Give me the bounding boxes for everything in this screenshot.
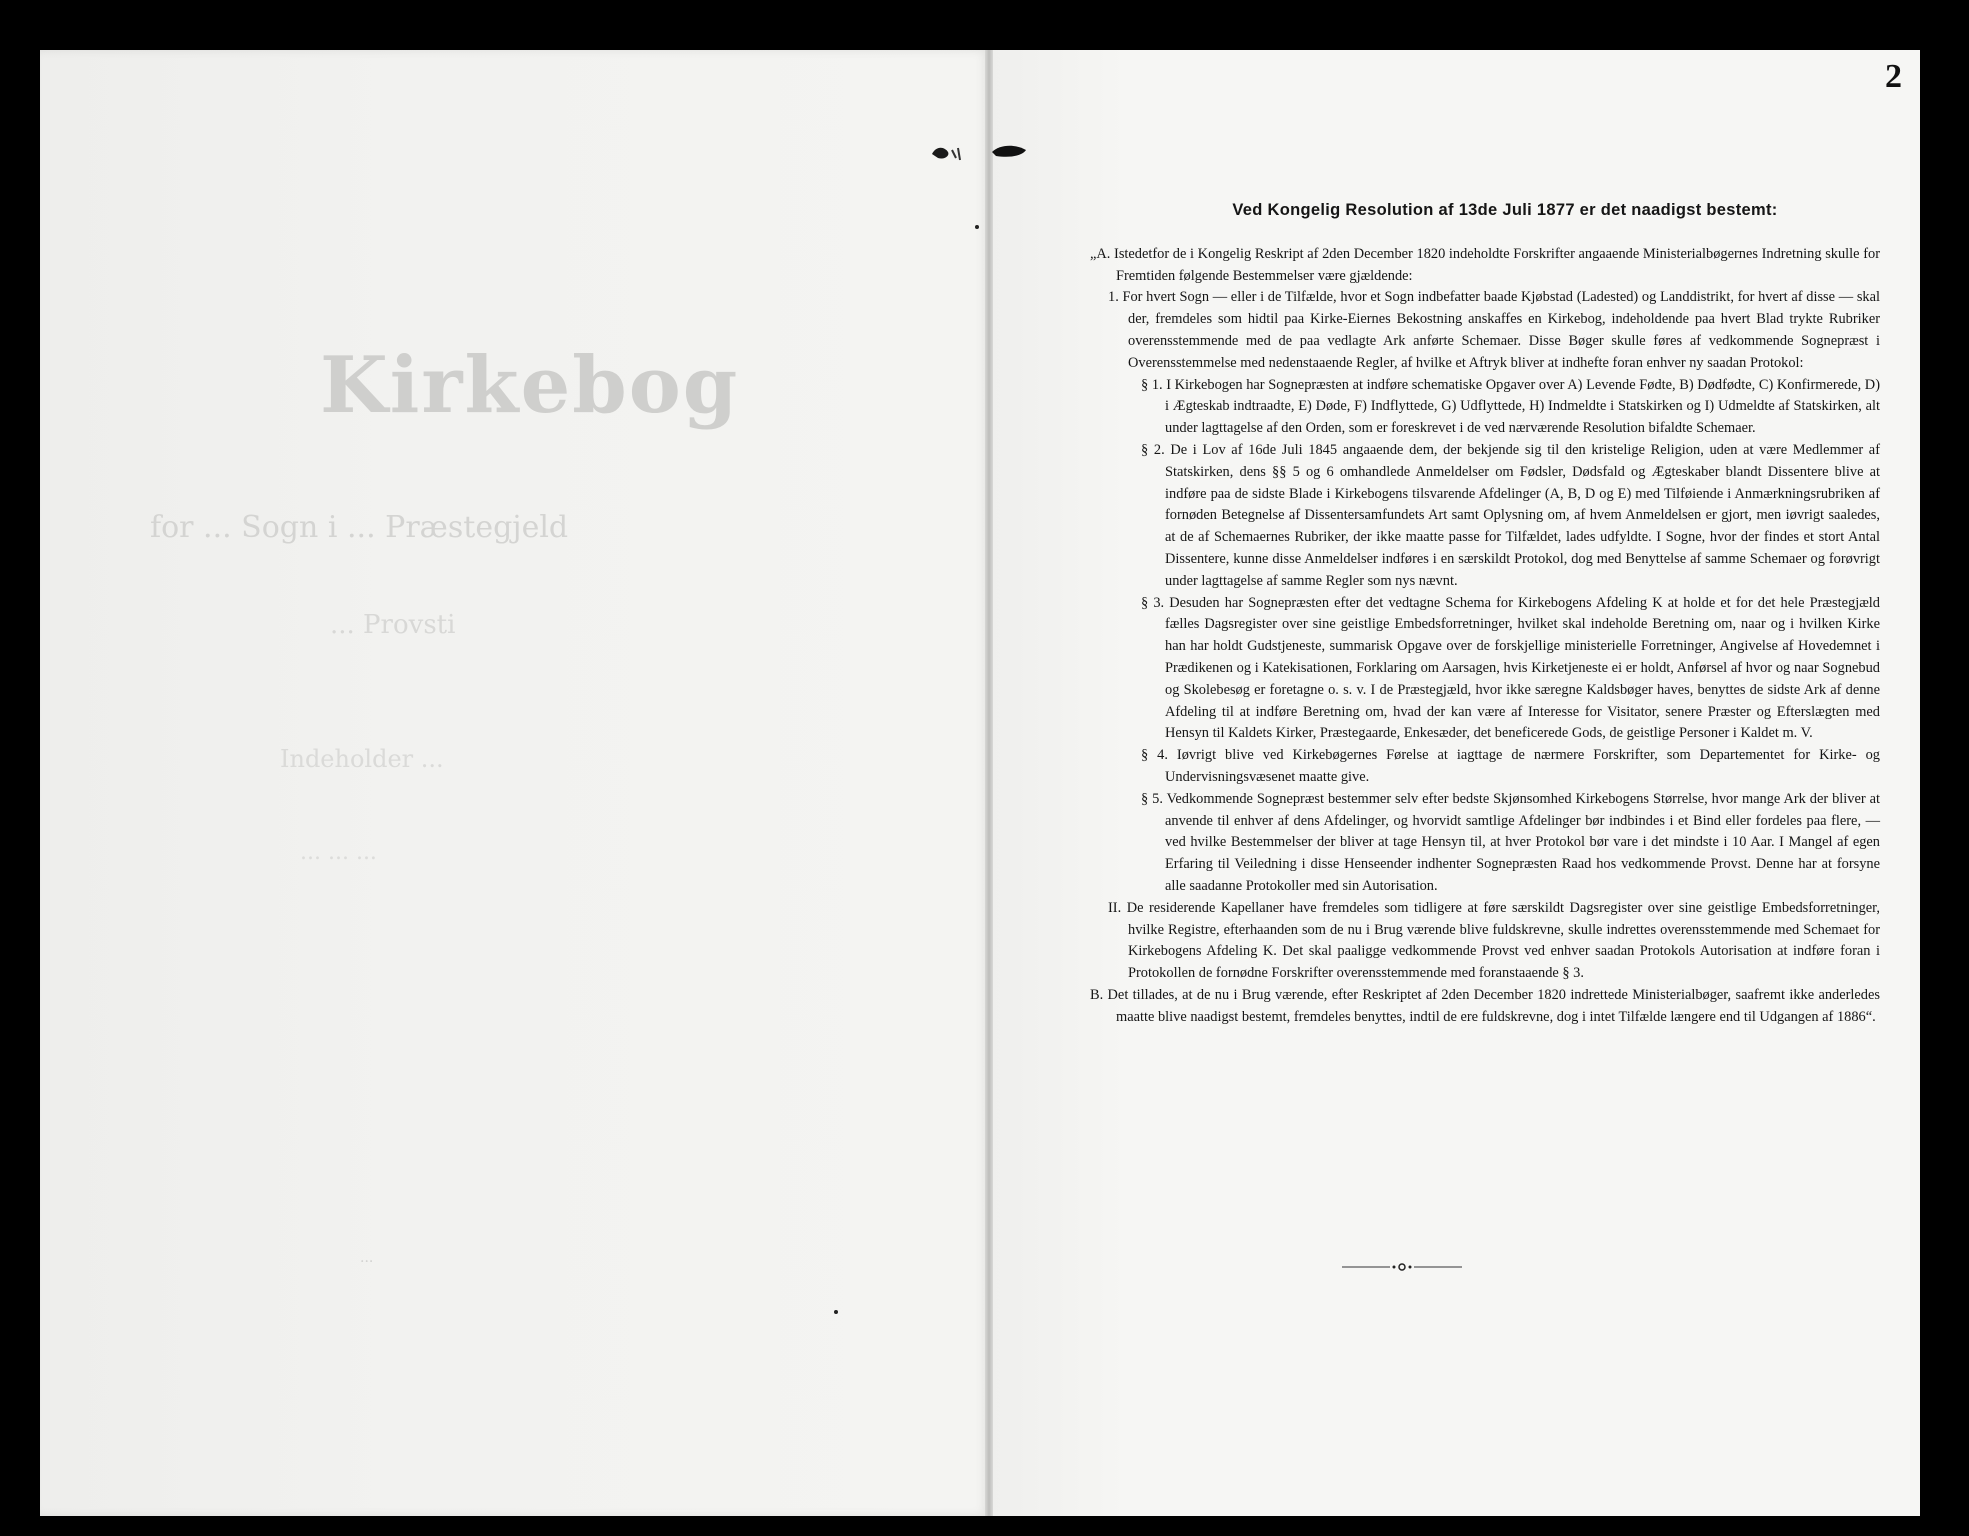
page-number: 2 [1885, 58, 1902, 95]
paragraph-ii: II. De residerende Kapellaner have fremdeles som tidligere at føre særskildt Dagsregister over sine geistlige Embedsforretninger, hvilke Registre, efterhaanden som de nu i Brug værende blive fuldskrevne, skulle indrettes overensstemmende med Schemaet for Kirkebogens Afdeling K. Det skal paaligge vedkommende Provst ved enhver saadan Protokols Autorisation at indføre foran i Protokollen de fornødne Forskrifter overensstemmende med foranstaaende § 3. [1108, 899, 1880, 982]
section-1: § 1. I Kirkebogen har Sognepræsten at indføre schematiske Opgaver over A) Levende Fødte, B) Dødfødte, C) Konfirmerede, D) i Ægteskab indtraadte, E) Døde, F) Indflyttede, G) Udflyttede, H) Indmeldte i Statskirken og I) Udmeldte af Statskirken, alt under lagttagelse af den Orden, som er foreskrevet i de ved nærværende Resolution bifaldte Schemaer. [1141, 376, 1880, 437]
book-gutter [985, 50, 993, 1516]
speck [834, 1310, 838, 1314]
ghost-imprint-line: ... [360, 1250, 374, 1266]
speck [975, 225, 979, 229]
paragraph-b: B. Det tillades, at de nu i Brug værende, efter Reskriptet af 2den December 1820 indrettede Ministerialbøger, saafremt ikke anderledes maatte blive naadigst bestemt, fremdeles benyttes, indtil de ere fuldskrevne, dog i intet Tilfælde længere end til Udgangen af 1886“. [1090, 986, 1880, 1025]
section-2: § 2. De i Lov af 16de Juli 1845 angaaende dem, der bekjende sig til den kristelige Religion, uden at være Medlemmer af Statskirken, dens §§ 5 og 6 omhandlede Anmeldelser om Fødsler, Dødsfald og Ægteskaber blandt Dissentere blive at indføre paa de sidste Blade i Kirkebogens tilsvarende Afdelinger (A, B, D og E) med Tilføiende i Anmærkningsrubriken af fornøden Betegnelse af Dissentersamfundets Art samt Oplysning om, af hvem Anmeldelsen er gjort, men iøvrigt saaledes, at de af Schemaernes Rubriker, der ikke maatte passe for Tilfældet, lades udfyldte. I Sogne, hvor der findes et stort Antal Dissentere, kunne disse Anmeldelser indføres i en særskildt Protokol, dog med Benyttelse af samme Schemaer og forøvrigt under lagttagelse af samme Regler som nys nævnt. [1141, 441, 1880, 589]
left-page [40, 50, 990, 1516]
ghost-parish-line: for ... Sogn i ... Præstegjeld [150, 510, 569, 545]
section-5: § 5. Vedkommende Sognepræst bestemmer selv efter bedste Skjønsomhed Kirkebogens Størrelse, hvor mange Ark der bliver at anvende til enhver af dens Afdelinger, og hvorvidt samtlige Afdelinger bør indbindes i et Bind eller fordeles paa flere, — ved hvilke Bestemmelser der bliver at tage Hensyn til, at hver Protokol bør vare i det mindste i 10 Aar. I Mangel af egen Erfaring til Veiledning i disse Henseender indhenter Sognepræsten Raad hos vedkommende Provst. Denne har at forsyne alle saadanne Protokoller med sin Autorisation. [1141, 790, 1880, 894]
section-3: § 3. Desuden har Sognepræsten efter det vedtagne Schema for Kirkebogens Afdeling K at holde et for det hele Præstegjæld fælles Dagsregister over sine geistlige Embedsforretninger, hvilket skal indeholde Beretning om, naar og i hvilken Kirke han har holdt Gudstjeneste, summarisk Opgave over de forskjellige ministerielle Forretninger, Angivelse af Hovedemnet i Prædikenen og i Katekisationen, Forklaring om Aarsagen, hvis Kirketjeneste ei er holdt, Anførsel af hvor og naar Sognebud og Skolebesøg er foretagne o. s. v. I de Præstegjæld, hvor ikke særegne Kaldsbøger haves, benyttes de sidste Ark af denne Afdeling til at indføre Beretning om, hvad der kan være af Interesse for Visitator, senere Præster og Efterslægten med Hensyn til Kaldets Kirker, Præstegaarde, Enkesæder, det beneficerede Gods, de geistlige Personer i Kaldet m. V. [1141, 594, 1880, 742]
ghost-line: ... ... ... [300, 840, 377, 865]
ghost-deanery-line: ... Provsti [330, 610, 456, 640]
ghost-title-text: Kirkebog [320, 340, 740, 431]
ghost-contents-line: Indeholder ... [280, 745, 444, 773]
paragraph-a: „A. Istedetfor de i Kongelig Reskript af 2den December 1820 indeholdte Forskrifter angaaende Ministerialbøgernes Indretning skulle for Fremtiden følgende Bestemmelser være gjældende: [1090, 245, 1880, 284]
section-4: § 4. Iøvrigt blive ved Kirkebøgernes Førelse at iagttage de nærmere Forskrifter, som Departementet for Kirke- og Undervisningsvæsenet maatte give. [1141, 747, 1880, 785]
ink-mark-icon [930, 140, 1030, 164]
document-title: Ved Kongelig Resolution af 13de Juli 1877 er det naadigst bestemt: [1232, 201, 1778, 219]
paragraph-i: 1. For hvert Sogn — eller i de Tilfælde, hvor et Sogn indbefatter baade Kjøbstad (Ladested) og Landdistrikt, for hvert af disse — skal der, fremdeles som hidtil paa Kirke-Eiernes Bekostning anskaffes en Kirkebog, indeholdende paa hvert Blad trykte Rubriker overensstemmende med de paa vedlagte Ark anførte Schemaer. Disse Bøger skulle føres af vedkommende Sognepræst i Overensstemmelse med nedenstaaende Regler, af hvilke et Aftryk bliver at indhefte foran enhver ny saadan Protokol: [1108, 289, 1880, 371]
resolution-document [1090, 200, 1880, 1028]
ornamental-divider-icon [1342, 1262, 1462, 1272]
